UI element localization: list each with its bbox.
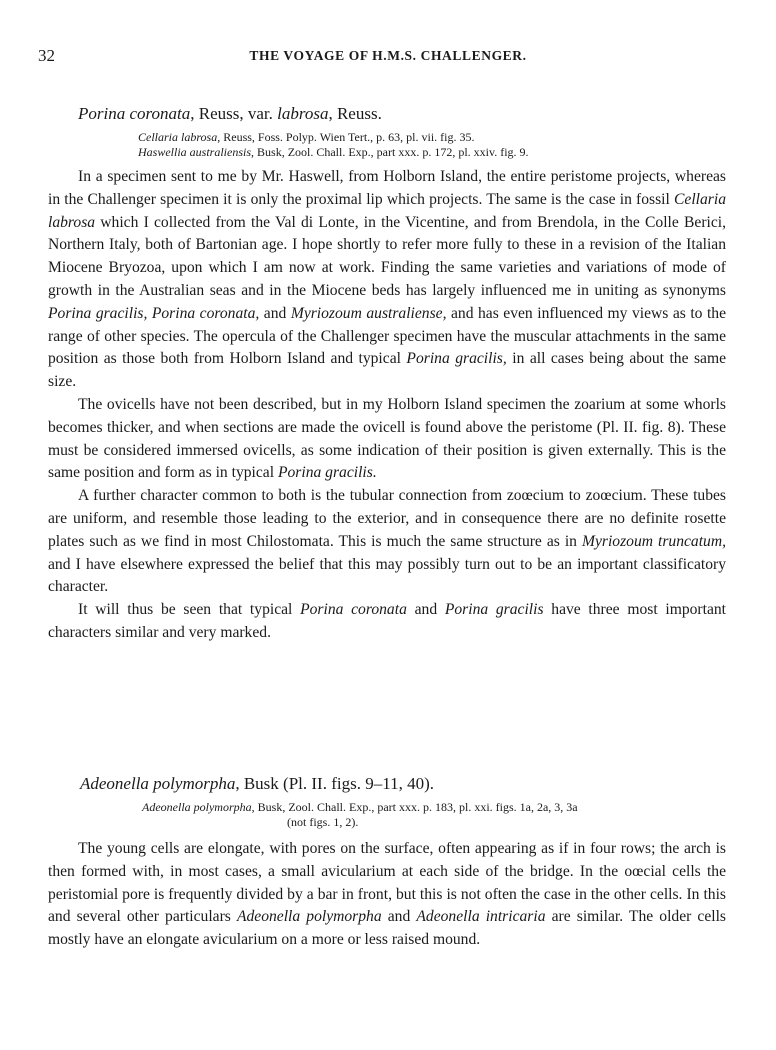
- synonym-name: Cellaria labrosa: [138, 130, 218, 144]
- text-run: in all cases being about the same size.: [48, 350, 727, 391]
- paragraph: [48, 485, 726, 599]
- section-adeonella-polymorpha: [48, 774, 726, 952]
- text-run: A further character common to both is the tubular connection from zoœcium to zoœcium. These tubes are uniform, and resemble those leading to the exterior, and in consequence there are no definite rosette plates such as we find in most Chilostomata. This is much the same structure as in: [48, 487, 726, 550]
- species-name: Porina coronata: [78, 104, 191, 123]
- italic-run: Myriozoum truncatum,: [581, 532, 726, 550]
- synonym-ref: , Busk, Zool. Chall. Exp., part xxx. p. 183, pl. xxi. figs. 1a, 2a, 3, 3a: [251, 800, 578, 814]
- italic-run: Cellaria labrosa: [48, 190, 726, 231]
- variety-author: , Reuss.: [328, 104, 382, 123]
- paragraph: [48, 599, 726, 645]
- text-run: which I collected from the Val di Lonte, in the Vicentine, and from Brendola, in the Colle Berici, Northern Italy, both of Bartonian age. I hope shortly to refer more fully to these in a revision of the Italian Miocene Bryozoa, upon which I am now at work. Finding the same varieties and variations of mode of growth in the Australian seas and in the Miocene beds has largely influenced me in uniting as synonyms: [48, 213, 726, 299]
- italic-run: Myriozoum australiense,: [290, 304, 447, 322]
- paragraph: [48, 394, 726, 485]
- synonym-line: [138, 130, 726, 145]
- page-number: 32: [38, 46, 55, 65]
- text-run: and: [406, 601, 445, 619]
- synonym-ref: , Reuss, Foss. Polyp. Wien Tert., p. 63, pl. vii. fig. 35.: [217, 130, 475, 144]
- text-run: and I have elsewhere expressed the belief that this may possibly turn out to be an important classificatory character.: [48, 555, 726, 596]
- synonym-ref-continued: (not figs. 1, 2).: [287, 815, 359, 829]
- species-author: , Reuss, var.: [190, 104, 278, 123]
- italic-run: Adeonella polymorpha: [236, 908, 382, 926]
- text-run: In a specimen sent to me by Mr. Haswell, from Holborn Island, the entire peristome projects, whereas in the Challenger specimen it is only the proximal lip which projects. The same is the case in fossil: [48, 168, 726, 208]
- page-header: [0, 46, 776, 70]
- synonym-name: Adeonella polymorpha: [142, 800, 252, 814]
- paragraph: [48, 166, 726, 394]
- text-run: and: [381, 908, 417, 926]
- running-title: THE VOYAGE OF H.M.S. CHALLENGER.: [249, 48, 527, 63]
- variety-name: labrosa: [277, 104, 329, 123]
- text-run: The ovicells have not been described, but in my Holborn Island specimen the zoarium at some whorls becomes thicker, and when sections are made the ovicell is found above the peristome (Pl. II. fig. 8). These must be considered immersed ovicells, as some indication of their position is given externally. This is the same position and form as in typical: [48, 395, 726, 482]
- synonym-ref: , Busk, Zool. Chall. Exp., part xxx. p. 172, pl. xxiv. fig. 9.: [251, 145, 529, 159]
- text-run: are similar. The older cells mostly have an elongate avicularium on a more or less raised mound.: [48, 908, 726, 949]
- text-run: have three most important characters similar and very marked.: [48, 601, 727, 641]
- italic-run: Porina coronata: [300, 601, 407, 619]
- species-name: Adeonella polymorpha: [80, 774, 236, 793]
- italic-run: Adeonella intricaria: [416, 908, 546, 926]
- text-run: The young cells are elongate, with pores on the surface, often appearing as if in four rows; the arch is then formed with, in most cases, a small avicularium at each side of the bridge. In the oœcial cells the peristomial pore is frequently divided by a bar in front, but this is not often the case in the other cells. In this and several other particulars: [48, 840, 726, 926]
- synonym-line: [142, 800, 726, 830]
- italic-run: Porina gracilis.: [277, 464, 377, 482]
- text-run: and has even influenced my views as to the range of other species. The opercula of the Challenger specimen have the muscular attachments in the same position as those both from Holborn Island and typical: [48, 304, 727, 368]
- paragraph: [48, 838, 726, 952]
- species-heading: [78, 104, 726, 124]
- synonym-name: Haswellia australiensis: [138, 145, 252, 159]
- synonym-line: [138, 145, 726, 160]
- text-run: It will thus be seen that typical: [78, 601, 301, 619]
- italic-run: Porina gracilis: [444, 601, 544, 619]
- italic-run: Porina gracilis, Porina coronata,: [48, 304, 260, 322]
- section-porina-coronata: [48, 104, 726, 645]
- species-heading: [80, 774, 726, 794]
- species-author: , Busk (Pl. II. figs. 9–11, 40).: [235, 774, 434, 793]
- italic-run: Porina gracilis,: [406, 350, 507, 368]
- text-run: and: [259, 304, 291, 322]
